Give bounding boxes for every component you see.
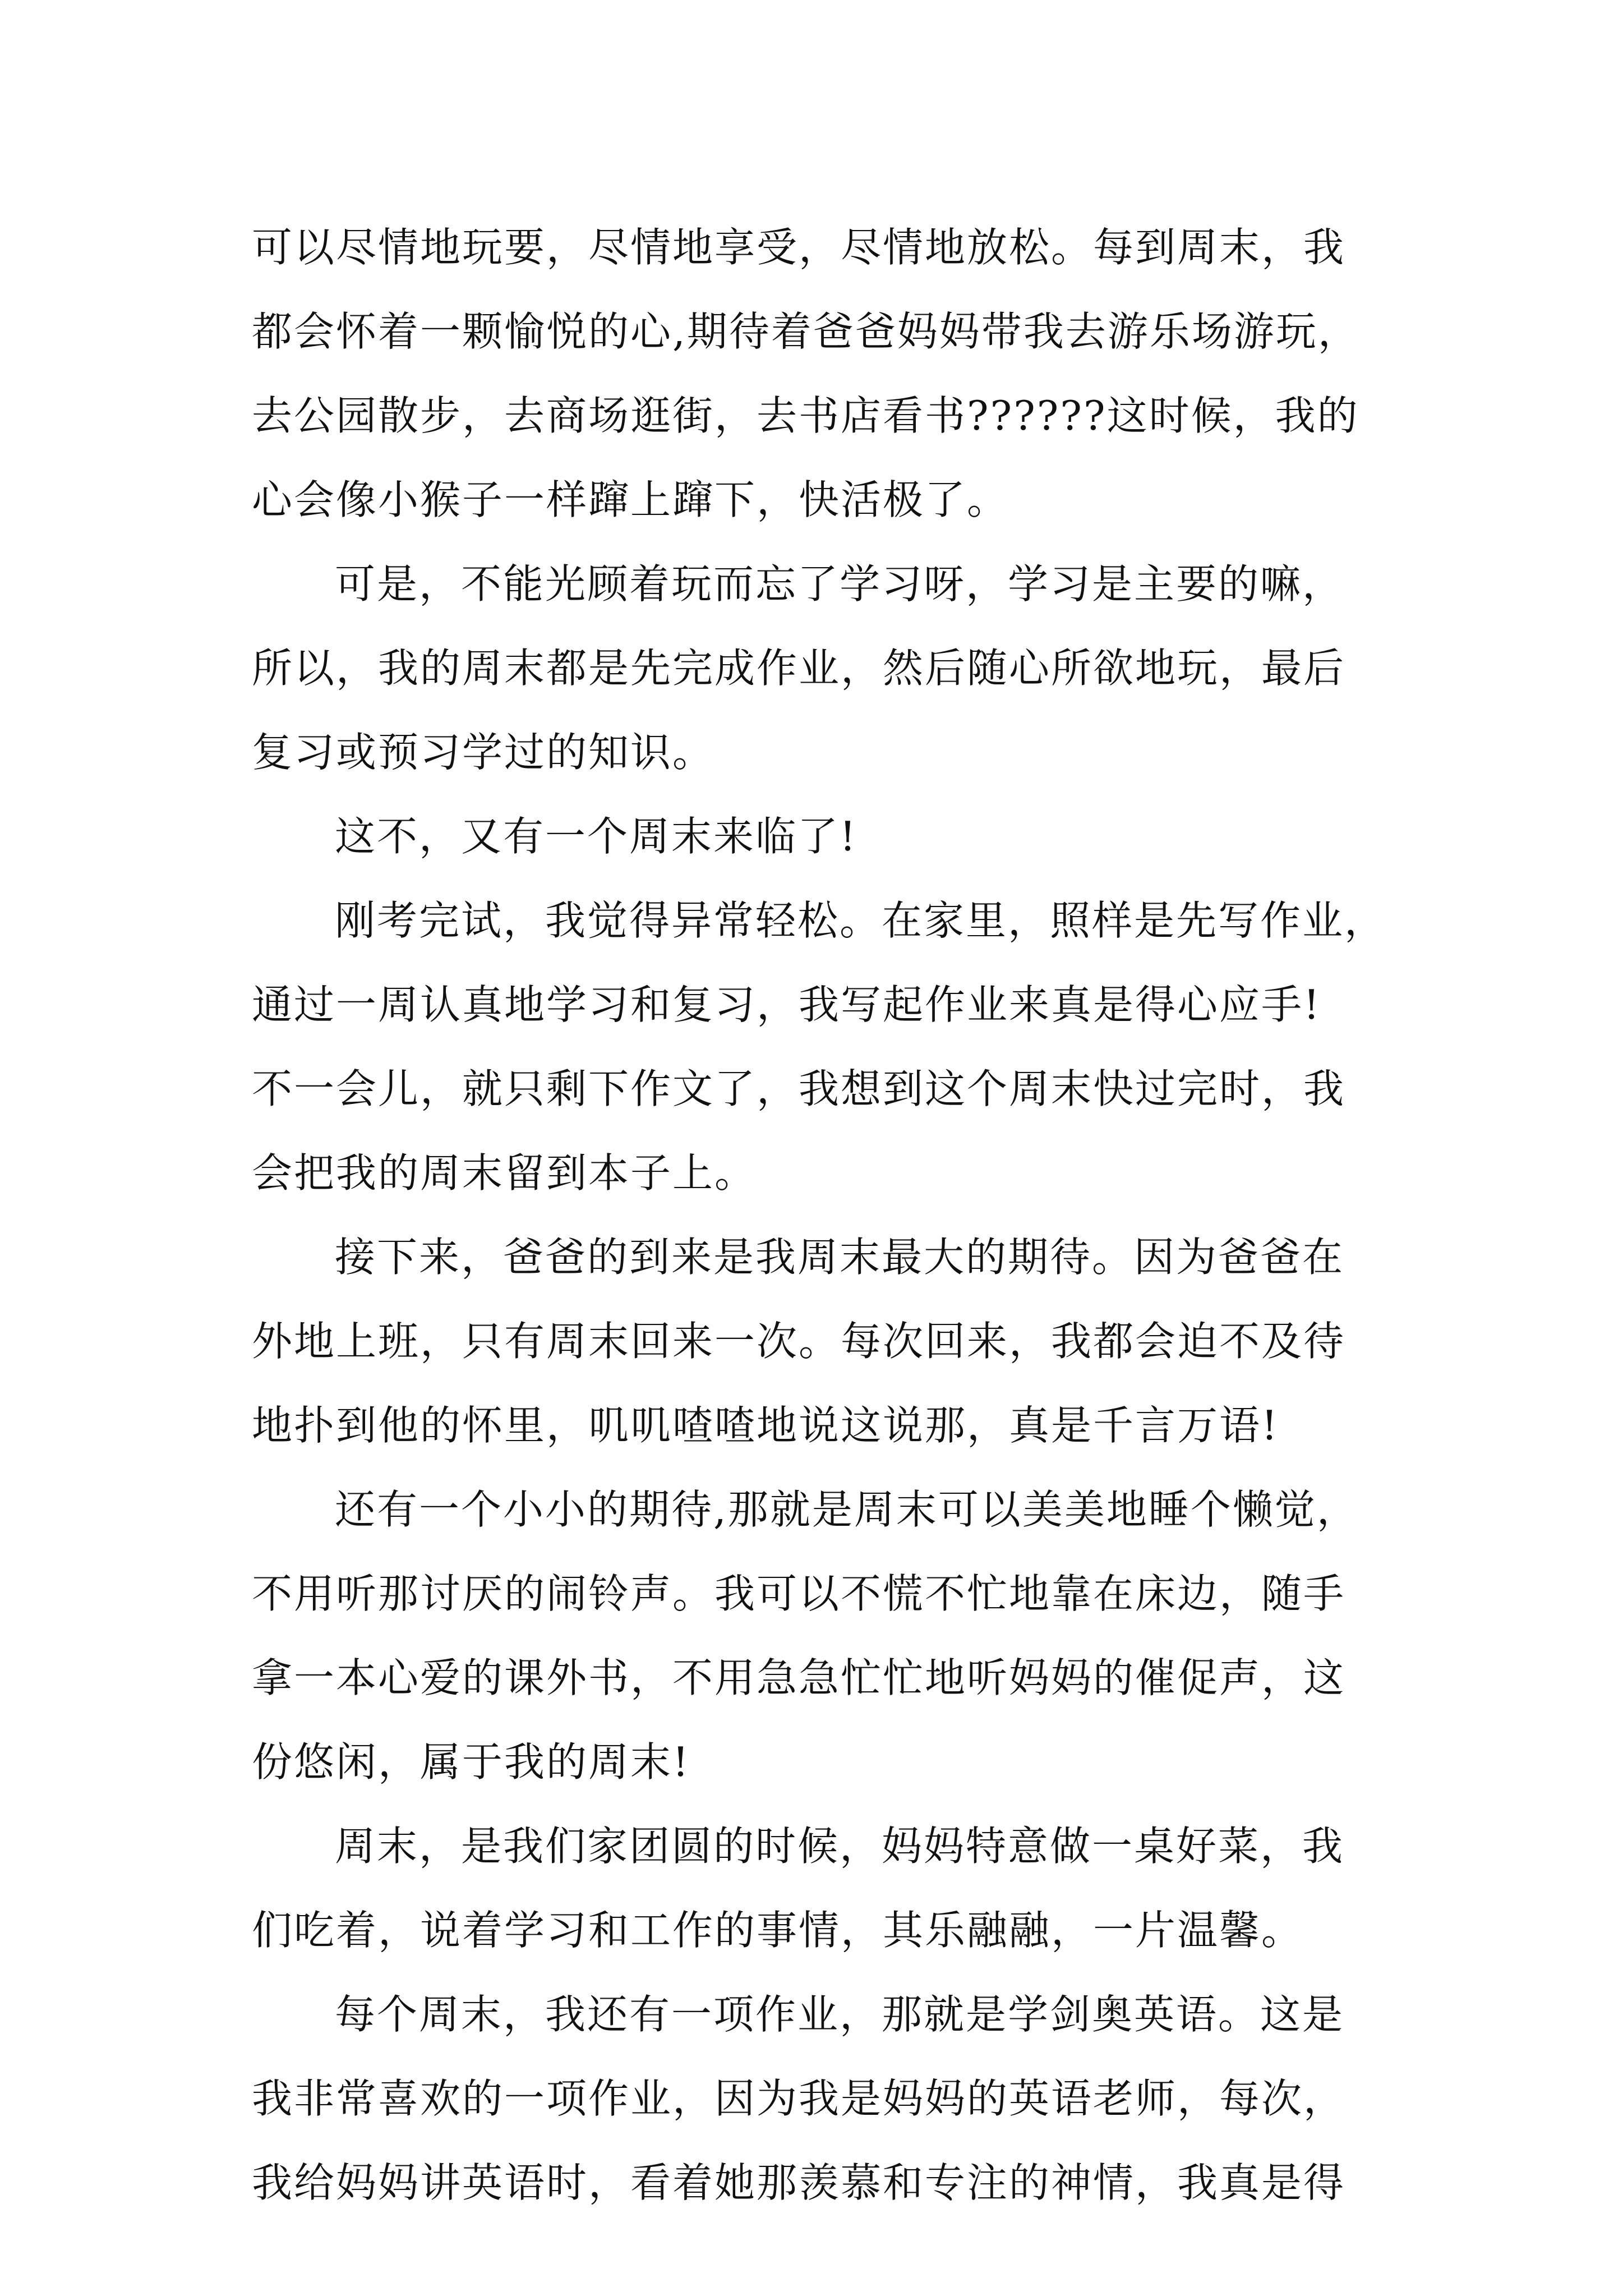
paragraph-first-line: 可是，不能光顾着玩而忘了学习呀，学习是主要的嘛， (335, 560, 1345, 608)
paragraph-first-line: 还有一个小小的期待,那就是周末可以美美地睡个懒觉， (335, 1486, 1359, 1533)
text-line: 地扑到他的怀里，叽叽喳喳地说这说那，真是千言万语! (252, 1402, 1279, 1449)
text-line: 通过一周认真地学习和复习，我写起作业来真是得心应手! (252, 981, 1321, 1028)
text-line: 所以，我的周末都是先完成作业，然后随心所欲地玩，最后 (252, 645, 1346, 692)
paragraph-first-line: 每个周末，我还有一项作业，那就是学剑奥英语。这是 (335, 1991, 1345, 2038)
paragraph-first-line: 接下来，爸爸的到来是我周末最大的期待。因为爸爸在 (335, 1234, 1345, 1281)
text-line: 份悠闲，属于我的周末! (252, 1738, 690, 1786)
text-line: 拿一本心爱的课外书，不用急急忙忙地听妈妈的催促声，这 (252, 1654, 1346, 1701)
text-line: 都会怀着一颗愉悦的心,期待着爸爸妈妈带我去游乐场游玩， (252, 308, 1360, 355)
paragraph-first-line: 刚考完试，我觉得异常轻松。在家里，照样是先写作业， (335, 897, 1387, 944)
text-line: 心会像小猴子一样蹿上蹿下，快活极了。 (252, 476, 1009, 523)
text-line: 去公园散步，去商场逛街，去书店看书??????这时候，我的 (252, 392, 1359, 439)
paragraph-first-line: 这不，又有一个周末来临了! (335, 813, 857, 860)
text-line: 外地上班，只有周末回来一次。每次回来，我都会迫不及待 (252, 1318, 1346, 1365)
text-line: 们吃着，说着学习和工作的事情，其乐融融，一片温馨。 (252, 1907, 1304, 1954)
text-line: 可以尽情地玩要，尽情地享受，尽情地放松。每到周末，我 (252, 224, 1346, 271)
text-line: 不一会儿，就只剩下作文了，我想到这个周末快过完时，我 (252, 1065, 1346, 1112)
text-line: 复习或预习学过的知识。 (252, 729, 715, 776)
text-line: 我非常喜欢的一项作业，因为我是妈妈的英语老师，每次， (252, 2075, 1346, 2122)
text-line: 不用听那讨厌的闹铃声。我可以不慌不忙地靠在床边，随手 (252, 1570, 1346, 1617)
text-line: 会把我的周末留到本子上。 (252, 1149, 757, 1197)
text-line: 我给妈妈讲英语时，看着她那羡慕和专注的神情，我真是得 (252, 2159, 1346, 2206)
paragraph-first-line: 周末，是我们家团圆的时候，妈妈特意做一桌好菜，我 (335, 1823, 1345, 1870)
